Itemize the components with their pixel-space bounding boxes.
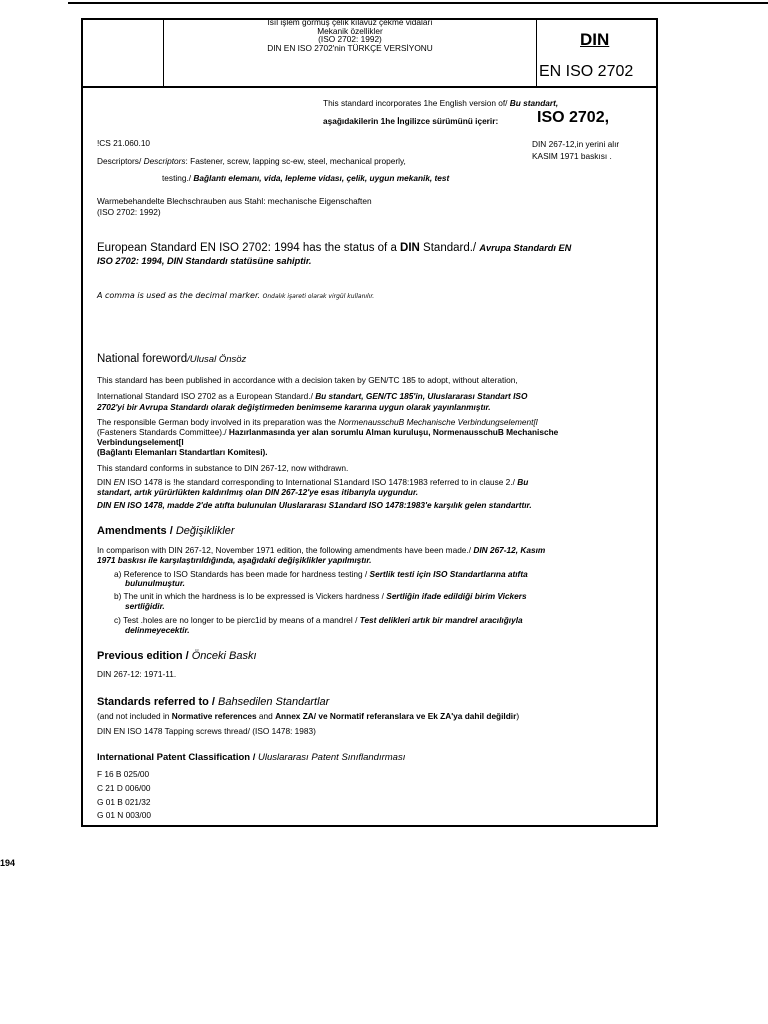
amendment-item-b: b) The unit in which the hardness is lo be expressed is Vickers hardness / Sertliğin ifade edildiği birim Vickers [114, 591, 527, 601]
iso-number: ISO 2702, [537, 109, 610, 126]
foreword-p2-line1: The responsible German body involved in its preparation was the NormenausschuB Mechanische Verbindungselement[l [97, 417, 538, 427]
foreword-p1-line2: International Standard ISO 2702 as a European Standard./ Bu standart, GEN/TC 185'in, Uluslararası Standart ISO [97, 391, 528, 401]
amendments-intro-line2: 1971 baskısı ile karşılaştırıldığında, aşağıdaki değişiklikler yapılmıştır. [97, 555, 372, 565]
foreword-p3: This standard conforms in substance to DIN 267-12, now withdrawn. [97, 463, 349, 473]
replaces-line1: DIN 267-12,in yerini alır [532, 139, 620, 149]
comma-note: A comma is used as the decimal marker. Ondalık işareti olarak virgül kullanılır. [97, 291, 375, 300]
header-divider-left [163, 18, 164, 87]
replaces-line2: KASIM 1971 baskısı . [532, 151, 612, 161]
header-title-line: Isıl işlem görmüş çelik kılavuz çekme vidaları [267, 17, 433, 27]
descriptors-line2: testing./ Bağlantı elemanı, vida, lepleme vidası, çelik, uygun mekanik, test [162, 173, 450, 183]
foreword-p2-line2: (Fasteners Standards Committee)./ Hazırlanmasında yer alan sorumlu Alman kuruluşu, NormenausschuB Mechanische [97, 427, 559, 437]
patent-code: G 01 N 003/00 [97, 810, 151, 820]
foreword-p4-line2: standart, artık yürürlükten kaldırılmış olan DIN 267-12'ye esas itibarıyla uygundur. [97, 487, 419, 497]
header-divider-right [536, 18, 537, 87]
header-title-line: Mekanik özellikler [317, 25, 383, 36]
page-number: 194 [0, 858, 16, 868]
header-title-line: DIN EN ISO 2702'nin TÜRKÇE VERSİYONU [267, 43, 433, 54]
patent-heading: International Patent Classification / Uluslararası Patent Sınıflandırması [97, 752, 406, 763]
previous-edition-heading: Previous edition / Önceki Baskı [97, 650, 257, 662]
standards-referred-item: DIN EN ISO 1478 Tapping screws thread/ (ISO 1478: 1983) [97, 726, 316, 736]
german-title-line1: Warmebehandelte Blechschrauben aus Stahl: mechanische Eigenschaften [97, 196, 372, 206]
standards-referred-note: (and not included in Normative references and Annex ZA/ ve Normatif referanslara ve Ek ZA'ya dahil değildir) [97, 711, 520, 721]
foreword-p4-line1: DIN EN ISO 1478 is !he standard corresponding to International S1andard ISO 1478:1983 referred to in clause 2./ Bu [97, 477, 529, 487]
national-foreword-heading: National foreword/Ulusal Önsöz [97, 353, 247, 365]
foreword-p4-line3: DIN EN ISO 1478, madde 2'de atıfta bulunulan Uluslararası S1andard ISO 1478:1983'e karşılık gelen standarttır. [97, 500, 532, 510]
patent-code: C 21 D 006/00 [97, 783, 151, 793]
header-bottom-rule [81, 86, 656, 88]
foreword-p2-line3: Verbindungselement[l [97, 437, 184, 447]
amendment-item-c: c) Test .holes are no longer to be pierc1id by means of a mandrel / Test delikleri artık bir mandrel aracılığıyla [114, 615, 523, 625]
header-title [165, 18, 535, 53]
amendment-item-c-line2: delinmeyecektir. [125, 625, 190, 635]
din-label: DIN [580, 30, 610, 49]
status-line2: ISO 2702: 1994, DIN Standardı statüsüne sahiptir. [97, 256, 312, 266]
status-line1: European Standard EN ISO 2702: 1994 has the status of a DIN Standard./ Avrupa Standardı EN [97, 242, 572, 254]
patent-code: F 16 B 025/00 [97, 769, 150, 779]
foreword-p1-line3: 2702'yi bir Avrupa Standardı olarak değiştirmeden benimseme kararına uygun olarak yayınlanmıştır. [97, 402, 491, 412]
german-title-line2: (ISO 2702: 1992) [97, 207, 161, 217]
incorporates-line1: This standard incorporates 1he English version of/ Bu standart, [323, 98, 559, 108]
foreword-p1-line1: This standard has been published in accordance with a decision taken by GEN/TC 185 to adopt, without alteration, [97, 375, 518, 385]
amendment-item-a: a) Reference to ISO Standards has been made for hardness testing / Sertlik testi için ISO Standartlarına atıfta [114, 569, 528, 579]
descriptors-line1: Descriptors/ Descriptors: Fastener, screw, lapping sc-ew, steel, mechanical properly, [97, 156, 406, 166]
amendments-heading: Amendments / Değişiklikler [97, 525, 235, 537]
header-title-line: (ISO 2702: 1992) [318, 34, 382, 45]
patent-code: G 01 B 021/32 [97, 797, 151, 807]
top-rule [68, 2, 768, 4]
previous-edition-value: DIN 267-12: 1971-11. [97, 669, 177, 679]
standards-referred-heading: Standards referred to / Bahsedilen Standartlar [97, 696, 330, 708]
amendment-item-a-line2: bulunulmuştur. [125, 578, 185, 588]
standard-number: EN ISO 2702 [539, 63, 634, 80]
incorporates-line2: aşağıdakilerin 1he İngilizce sürümünü içerir: [323, 116, 499, 126]
amendments-intro-line1: In comparison with DIN 267-12, November 1971 edition, the following amendments have been made./ DIN 267-12, Kasım [97, 545, 546, 555]
ics-code: !CS 21.060.10 [97, 138, 151, 148]
foreword-p2-line4: (Bağlantı Elemanları Standartları Komitesi). [97, 447, 268, 457]
amendment-item-b-line2: sertliğidir. [125, 601, 165, 611]
